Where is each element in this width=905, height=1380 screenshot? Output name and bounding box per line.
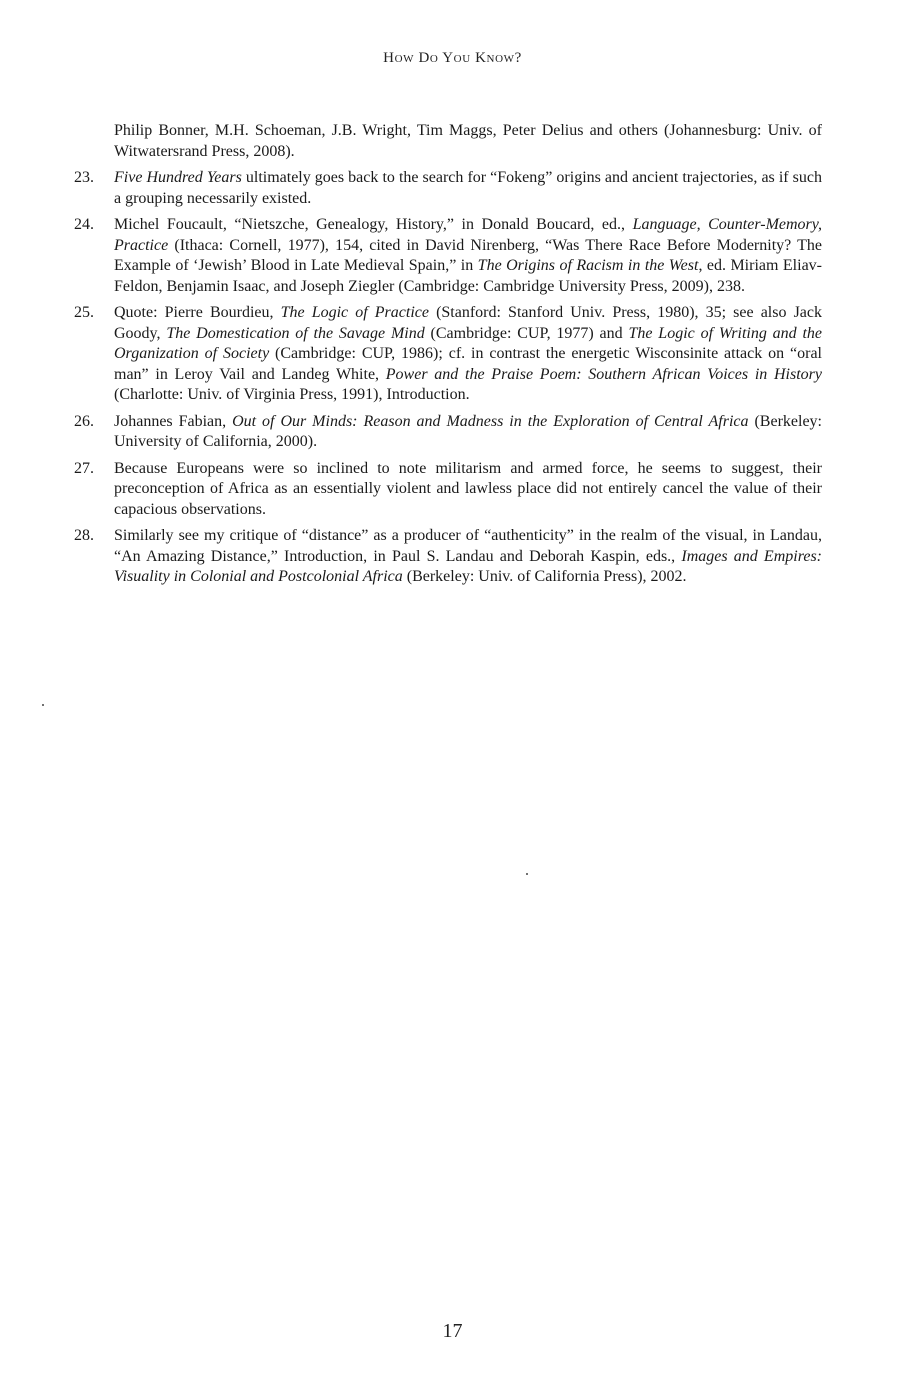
running-header: How Do You Know? — [383, 50, 522, 66]
endnote-number: 25. — [74, 304, 94, 321]
endnote-title-italic: Power and the Praise Poem: Southern African Voices in History — [385, 365, 822, 383]
endnote-text: (Cambridge: CUP, 1977) and — [424, 324, 629, 342]
endnote — [74, 303, 822, 406]
endnote-text: (Ithaca: Cornell, 1977), 154, cited in David Nirenberg, “Was There Race Before Modernity? The Example of ‘Jewish’ Blood in Late Medieval Spain,” in — [114, 236, 822, 274]
endnote-number: 23. — [74, 169, 94, 186]
endnote-title-italic: Five Hundred Years — [114, 169, 242, 186]
endnote-text: (Berkeley: Univ. of California Press), 2002. — [402, 568, 687, 585]
endnote-title-italic: The Origins of Racism in the West — [477, 257, 699, 274]
endnote-text: Quote: Pierre Bourdieu, — [114, 304, 281, 321]
endnote-text: Because Europeans were so inclined to note militarism and armed force, he seems to suggest, their preconception of Africa as an essentially violent and lawless place did not entirely cancel the value of their capacious observations. — [114, 459, 822, 518]
endnote-number: 24. — [74, 216, 94, 233]
endnote-title-italic: Images and Empires: Visuality in Colonial and Postcolonial Africa — [114, 547, 822, 585]
endnotes-list — [74, 121, 822, 594]
endnote — [74, 215, 822, 297]
endnote-number: 28. — [74, 527, 94, 544]
page-number: 17 — [442, 1320, 463, 1342]
endnote-text: ultimately goes back to the search for “Fokeng” origins and ancient trajectories, as if such a grouping necessarily existed. — [114, 169, 822, 207]
endnote-title-italic: Out of Our Minds: Reason and Madness in the Exploration of Central Africa — [232, 412, 749, 430]
scan-speck — [42, 704, 44, 706]
endnote-text: Similarly see my critique of “distance” as a producer of “authenticity” in the realm of the visual, in Landau, “An Amazing Distance,” Introduction, in Paul S. Landau and Deborah Kaspin, eds., — [114, 527, 822, 565]
endnote — [74, 459, 822, 521]
endnote-text: , ed. Miriam Eliav-Feldon, Benjamin Isaac, and Joseph Ziegler (Cambridge: Cambridge University Press, 2009), 238. — [114, 257, 822, 295]
endnote-title-italic: The Logic of Writing and the Organization of Society — [114, 324, 823, 362]
endnote-number: 27. — [74, 459, 94, 477]
endnote — [74, 168, 822, 209]
scan-speck — [526, 873, 528, 875]
endnote-text: (Berkeley: University of California, 2000). — [114, 412, 823, 450]
endnote-title-italic: The Domestication of the Savage Mind — [166, 324, 425, 342]
endnote-text: Johannes Fabian, — [114, 412, 233, 430]
endnote-text: Michel Foucault, “Nietszche, Genealogy, History,” in Donald Boucard, ed., — [114, 216, 633, 233]
endnote-number: 26. — [74, 412, 94, 430]
endnote — [74, 121, 822, 162]
endnote — [74, 526, 822, 588]
endnote-text: (Stanford: Stanford Univ. Press, 1980), 35; see also Jack Goody, — [114, 304, 823, 342]
endnote-text: Philip Bonner, M.H. Schoeman, J.B. Wright, Tim Maggs, Peter Delius and others (Johannesburg: Univ. of Witwatersrand Press, 2008). — [114, 122, 822, 160]
endnote-title-italic: Language, Counter-Memory, Practice — [114, 216, 823, 254]
endnote-title-italic: The Logic of Practice — [280, 304, 429, 321]
endnote — [74, 412, 822, 453]
endnote-text: (Cambridge: CUP, 1986); cf. in contrast the energetic Wisconsinite attack on “oral man” in Leroy Vail and Landeg White, — [114, 345, 822, 383]
endnote-text: (Charlotte: Univ. of Virginia Press, 1991), Introduction. — [114, 386, 470, 403]
